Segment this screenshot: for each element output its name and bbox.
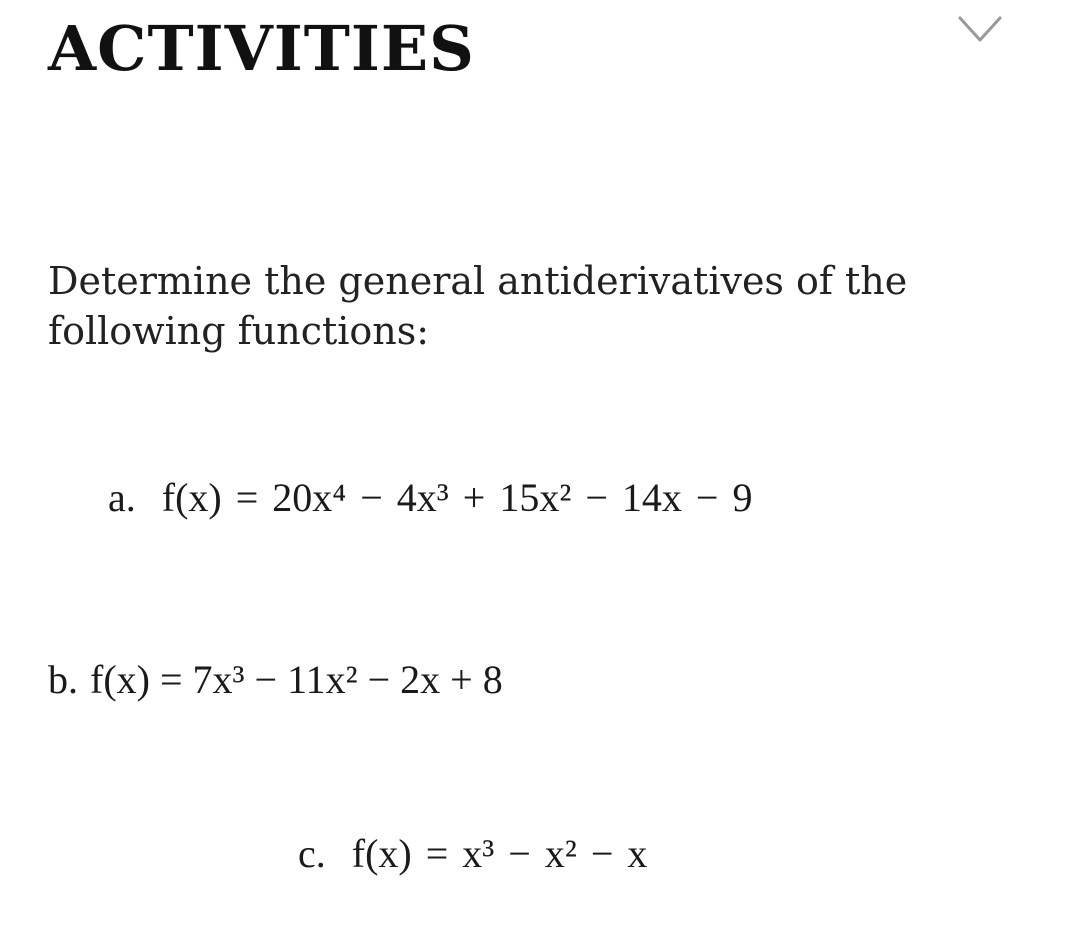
problem-c: [298, 831, 648, 876]
problem-expression: f(x) = 7x³ − 11x² − 2x + 8: [90, 657, 503, 702]
problem-expression: f(x) = x³ − x² − x: [351, 831, 648, 876]
chevron-right-icon[interactable]: [956, 14, 1004, 46]
page-title: ACTIVITIES: [48, 12, 475, 85]
problem-a: [108, 475, 753, 520]
problem-label: a.: [108, 475, 136, 520]
problem-label: b.: [48, 657, 78, 702]
problem-expression: f(x) = 20x⁴ − 4x³ + 15x² − 14x − 9: [161, 475, 753, 520]
instructions-text: Determine the general antiderivatives of the following functions:: [48, 259, 908, 353]
problem-b: [48, 657, 503, 702]
problem-label: c.: [298, 831, 326, 876]
